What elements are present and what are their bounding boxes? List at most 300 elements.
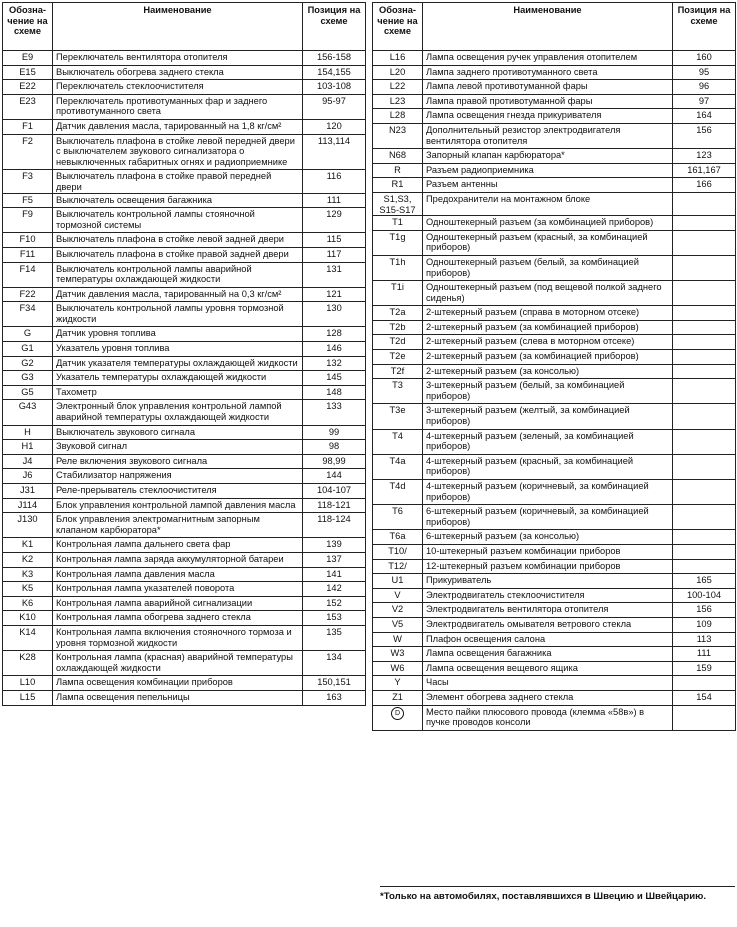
table-row [3,582,366,597]
row-code: H1 [3,440,53,455]
table-row [3,287,366,302]
footnote: *Только на автомобилях, поставлявшихся в Швецию и Швейцарию. [380,886,735,902]
row-code: L15 [3,690,53,705]
table-row [373,505,736,530]
table-row [3,552,366,567]
row-name: Прикуриватель [423,574,673,589]
row-code: T2e [373,350,423,365]
row-code: E9 [3,51,53,66]
row-code: T3 [373,379,423,404]
row-name: Одноштекерный разъем (за комбинацией приборов) [423,216,673,231]
row-position: 121 [303,287,366,302]
circled-mark-icon: D [391,707,404,720]
row-position: 115 [303,233,366,248]
table-row [3,134,366,170]
row-code: F11 [3,247,53,262]
row-position: 100-104 [673,588,736,603]
table-row [373,454,736,479]
row-code: L23 [373,94,423,109]
row-code: Y [373,676,423,691]
row-code: T3e [373,404,423,429]
row-code: H [3,425,53,440]
right-rows [373,51,736,731]
table-row [3,676,366,691]
table-row [3,51,366,66]
table-row [373,335,736,350]
row-name: Лампа заднего противотуманного света [423,65,673,80]
row-position: 96 [673,80,736,95]
table-row [373,192,736,215]
row-position: 135 [303,625,366,650]
row-name: Часы [423,676,673,691]
row-position [673,454,736,479]
row-code: U1 [373,574,423,589]
row-name: 3-штекерный разъем (белый, за комбинацией приборов) [423,379,673,404]
row-name: Лампа левой противотуманной фары [423,80,673,95]
table-row [3,567,366,582]
table-row [373,705,736,730]
row-position: 139 [303,538,366,553]
table-row [373,617,736,632]
table-row [373,647,736,662]
row-code: K1 [3,538,53,553]
row-position: 146 [303,342,366,357]
table-row [3,690,366,705]
row-position [673,559,736,574]
row-name: Плафон освещения салона [423,632,673,647]
table-row [373,320,736,335]
row-position: 117 [303,247,366,262]
table-row [3,170,366,193]
table-row [373,255,736,280]
row-code: T1h [373,255,423,280]
table-row [373,588,736,603]
row-code: L16 [373,51,423,66]
row-code: G [3,327,53,342]
row-name: Выключатель контрольной лампы уровня тормозной жидкости [53,302,303,327]
row-position: 99 [303,425,366,440]
table-row [3,119,366,134]
row-name: Контрольная лампа заряда аккумуляторной батареи [53,552,303,567]
row-name: Одноштекерный разъем (под вещевой полкой заднего сиденья) [423,281,673,306]
row-name: Электродвигатель вентилятора отопителя [423,603,673,618]
row-position [673,335,736,350]
row-position: 98 [303,440,366,455]
row-code: N68 [373,149,423,164]
row-code: E23 [3,94,53,119]
row-name: Указатель температуры охлаждающей жидкости [53,371,303,386]
table-row [3,400,366,425]
row-code: E15 [3,65,53,80]
row-position: 111 [303,193,366,208]
row-position [673,306,736,321]
row-name: Место пайки плюсового провода (клемма «58в») в пучке проводов консоли [423,705,673,730]
table-row [373,632,736,647]
table-row [373,149,736,164]
row-name: Лампа освещения ручек управления отопителем [423,51,673,66]
table-row [3,484,366,499]
row-code: F1 [3,119,53,134]
row-position: 154,155 [303,65,366,80]
row-position: 113,114 [303,134,366,170]
row-name: Выключатель освещения багажника [53,193,303,208]
row-position [673,216,736,231]
row-name: Тахометр [53,385,303,400]
components-table-left [2,2,366,706]
row-code: T4d [373,480,423,505]
row-position: 104-107 [303,484,366,499]
row-position [673,480,736,505]
table-row [3,193,366,208]
table-row [373,51,736,66]
table-row [3,611,366,626]
row-code: T1g [373,230,423,255]
row-code: K5 [3,582,53,597]
header-name: Наименование [53,3,303,51]
row-position [673,255,736,280]
row-code: F3 [3,170,53,193]
table-row [373,350,736,365]
table-row [373,281,736,306]
row-position: 103-108 [303,80,366,95]
table-row [373,544,736,559]
row-code: T2f [373,364,423,379]
row-name: Лампа правой противотуманной фары [423,94,673,109]
row-code: J130 [3,513,53,538]
row-name: Контрольная лампа давления масла [53,567,303,582]
row-name: Электродвигатель омывателя ветрового стекла [423,617,673,632]
row-position: 129 [303,208,366,233]
row-position: 113 [673,632,736,647]
row-code: G2 [3,356,53,371]
row-name: Переключатель вентилятора отопителя [53,51,303,66]
row-position: 153 [303,611,366,626]
table-header-row [3,3,366,51]
row-name: Дополнительный резистор электродвигателя вентилятора отопителя [423,123,673,148]
row-code: J114 [3,498,53,513]
row-name: Выключатель контрольной лампы аварийной температуры охлаждающей жидкости [53,262,303,287]
header-position: Позиция на схеме [673,3,736,51]
table-row [373,230,736,255]
row-position: 95 [673,65,736,80]
row-position: 118-121 [303,498,366,513]
row-code: F2 [3,134,53,170]
components-table-right [372,2,736,731]
row-code: T2a [373,306,423,321]
row-code: E22 [3,80,53,95]
table-row [373,178,736,193]
row-name: Лампа освещения вещевого ящика [423,661,673,676]
row-name: 4-штекерный разъем (коричневый, за комбинацией приборов) [423,480,673,505]
row-code: K10 [3,611,53,626]
row-code: G1 [3,342,53,357]
row-name: Разъем антенны [423,178,673,193]
row-name: Лампа освещения пепельницы [53,690,303,705]
row-code: F34 [3,302,53,327]
row-code: K6 [3,596,53,611]
row-name: Выключатель плафона в стойке правой передней двери [53,170,303,193]
row-code: K3 [3,567,53,582]
row-position: 165 [673,574,736,589]
row-name: Выключатель обогрева заднего стекла [53,65,303,80]
row-code: T1i [373,281,423,306]
row-name: Блок управления электромагнитным запорным клапаном карбюратора* [53,513,303,538]
row-position: 118-124 [303,513,366,538]
table-row [3,513,366,538]
row-name: Датчик указателя температуры охлаждающей жидкости [53,356,303,371]
row-name: Одноштекерный разъем (красный, за комбинацией приборов) [423,230,673,255]
row-name: 2-штекерный разъем (за комбинацией приборов) [423,320,673,335]
row-name: Разъем радиоприемника [423,163,673,178]
row-code: V [373,588,423,603]
row-code: F9 [3,208,53,233]
table-row [3,80,366,95]
row-position: 163 [303,690,366,705]
row-position: 98,99 [303,454,366,469]
table-row [3,247,366,262]
row-code: N23 [373,123,423,148]
row-code: G3 [3,371,53,386]
table-row [3,625,366,650]
row-code: T2d [373,335,423,350]
row-name: Датчик уровня топлива [53,327,303,342]
row-position: 109 [673,617,736,632]
row-name: 6-штекерный разъем (за консолью) [423,530,673,545]
row-name: 3-штекерный разъем (желтый, за комбинацией приборов) [423,404,673,429]
row-name: Блок управления контрольной лампой давления масла [53,498,303,513]
row-position [673,705,736,730]
row-position: 131 [303,262,366,287]
row-name: Выключатель плафона в стойке левой задней двери [53,233,303,248]
row-code [373,705,423,730]
table-row [373,559,736,574]
row-position [673,230,736,255]
table-row [3,208,366,233]
row-code: W6 [373,661,423,676]
table-row [3,262,366,287]
table-row [373,480,736,505]
row-code: L22 [373,80,423,95]
row-position [673,192,736,215]
table-row [3,425,366,440]
row-position: 148 [303,385,366,400]
table-row [3,596,366,611]
row-name: Лампа освещения багажника [423,647,673,662]
table-row [3,371,366,386]
table-row [3,469,366,484]
row-code: Z1 [373,690,423,705]
row-position: 159 [673,661,736,676]
table-row [373,676,736,691]
table-row [3,94,366,119]
row-name: Одноштекерный разъем (белый, за комбинацией приборов) [423,255,673,280]
table-row [3,651,366,676]
table-row [3,356,366,371]
row-code: J4 [3,454,53,469]
row-position: 141 [303,567,366,582]
row-name: Стабилизатор напряжения [53,469,303,484]
table-row [373,123,736,148]
row-code: R1 [373,178,423,193]
row-position: 134 [303,651,366,676]
row-position [673,281,736,306]
row-code: L28 [373,109,423,124]
row-name: 4-штекерный разъем (красный, за комбинацией приборов) [423,454,673,479]
row-name: Электродвигатель стеклоочистителя [423,588,673,603]
row-name: Контрольная лампа указателей поворота [53,582,303,597]
row-position: 150,151 [303,676,366,691]
table-row [3,327,366,342]
row-name: 2-штекерный разъем (за консолью) [423,364,673,379]
table-row [373,530,736,545]
row-position: 164 [673,109,736,124]
row-name: Выключатель контрольной лампы стояночной тормозной системы [53,208,303,233]
row-name: Контрольная лампа дальнего света фар [53,538,303,553]
row-code: K2 [3,552,53,567]
row-position: 144 [303,469,366,484]
row-code: W [373,632,423,647]
table-row [373,404,736,429]
row-name: Контрольная лампа (красная) аварийной температуры охлаждающей жидкости [53,651,303,676]
row-position: 133 [303,400,366,425]
row-code: S1,S3, S15-S17 [373,192,423,215]
row-position: 132 [303,356,366,371]
row-name: 2-штекерный разъем (справа в моторном отсеке) [423,306,673,321]
table-row [3,65,366,80]
table-row [3,454,366,469]
row-name: Выключатель плафона в стойке правой задней двери [53,247,303,262]
row-name: Элемент обогрева заднего стекла [423,690,673,705]
row-position [673,320,736,335]
row-position [673,364,736,379]
row-code: V2 [373,603,423,618]
table-row [373,690,736,705]
row-position: 152 [303,596,366,611]
row-code: T10/ [373,544,423,559]
table-row [373,574,736,589]
table-row [373,163,736,178]
row-code: T2b [373,320,423,335]
row-code: G43 [3,400,53,425]
row-code: R [373,163,423,178]
row-position: 156 [673,603,736,618]
row-code: F5 [3,193,53,208]
row-code: W3 [373,647,423,662]
table-row [373,603,736,618]
row-position [673,350,736,365]
row-name: Реле включения звукового сигнала [53,454,303,469]
row-code: K14 [3,625,53,650]
row-position: 166 [673,178,736,193]
row-position: 156-158 [303,51,366,66]
table-row [373,306,736,321]
row-position: 156 [673,123,736,148]
row-position: 128 [303,327,366,342]
row-name: 4-штекерный разъем (зеленый, за комбинацией приборов) [423,429,673,454]
table-row [373,364,736,379]
row-code: G5 [3,385,53,400]
table-row [373,661,736,676]
row-name: Реле-прерыватель стеклоочистителя [53,484,303,499]
row-position: 142 [303,582,366,597]
row-name: Контрольная лампа аварийной сигнализации [53,596,303,611]
row-position: 161,167 [673,163,736,178]
table-row [373,94,736,109]
row-position [673,429,736,454]
row-position: 145 [303,371,366,386]
header-position: Позиция на схеме [303,3,366,51]
row-position [673,379,736,404]
row-position [673,544,736,559]
row-name: Выключатель плафона в стойке левой передней двери с выключателем звукового сигнализатора о невыключенных габаритных огнях и радиоприемнике [53,134,303,170]
row-code: F22 [3,287,53,302]
table-row [373,216,736,231]
row-code: T6a [373,530,423,545]
row-name: 10-штекерный разъем комбинации приборов [423,544,673,559]
row-name: Электронный блок управления контрольной лампой аварийной температуры охлаждающей жидкости [53,400,303,425]
row-code: T12/ [373,559,423,574]
row-name: Выключатель звукового сигнала [53,425,303,440]
table-row [373,429,736,454]
row-code: V5 [373,617,423,632]
row-position: 120 [303,119,366,134]
header-name: Наименование [423,3,673,51]
row-code: L20 [373,65,423,80]
row-name: Запорный клапан карбюратора* [423,149,673,164]
row-name: Лампа освещения гнезда прикуривателя [423,109,673,124]
row-name: Лампа освещения комбинации приборов [53,676,303,691]
table-row [3,538,366,553]
row-name: Предохранители на монтажном блоке [423,192,673,215]
row-position: 130 [303,302,366,327]
table-row [3,385,366,400]
row-name: 6-штекерный разъем (коричневый, за комбинацией приборов) [423,505,673,530]
header-code: Обозна-чение на схеме [373,3,423,51]
row-code: L10 [3,676,53,691]
row-position: 95-97 [303,94,366,119]
table-row [373,80,736,95]
row-code: F14 [3,262,53,287]
row-name: Контрольная лампа включения стояночного тормоза и уровня тормозной жидкости [53,625,303,650]
row-code: T1 [373,216,423,231]
row-position: 137 [303,552,366,567]
row-position: 123 [673,149,736,164]
row-position [673,676,736,691]
row-name: Звуковой сигнал [53,440,303,455]
row-code: T4a [373,454,423,479]
table-row [3,233,366,248]
row-position: 160 [673,51,736,66]
table-row [3,440,366,455]
row-position: 154 [673,690,736,705]
row-name: 2-штекерный разъем (за комбинацией приборов) [423,350,673,365]
row-name: Указатель уровня топлива [53,342,303,357]
row-position: 97 [673,94,736,109]
left-rows [3,51,366,706]
row-code: J31 [3,484,53,499]
row-name: Датчик давления масла, тарированный на 1,8 кг/см² [53,119,303,134]
row-code: T4 [373,429,423,454]
table-row [373,379,736,404]
table-row [373,65,736,80]
row-position: 116 [303,170,366,193]
table-row [373,109,736,124]
row-name: Датчик давления масла, тарированный на 0,3 кг/см² [53,287,303,302]
row-name: Переключатель противотуманных фар и заднего противотуманного света [53,94,303,119]
row-code: J6 [3,469,53,484]
header-code: Обозна-чение на схеме [3,3,53,51]
table-row [3,498,366,513]
